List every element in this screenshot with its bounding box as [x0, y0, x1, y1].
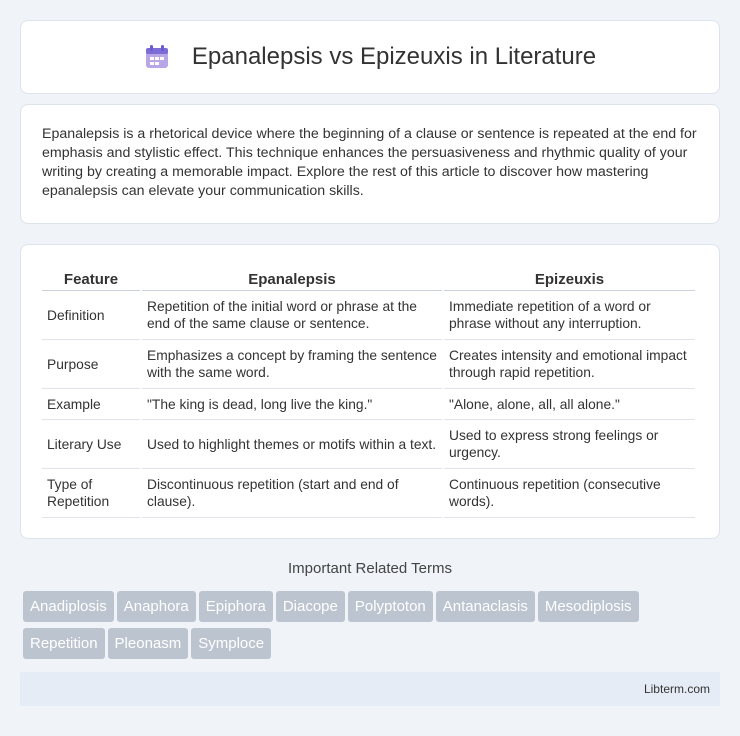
related-terms-title: Important Related Terms — [288, 560, 452, 577]
table-cell: Discontinuous repetition (start and end of clause). — [142, 469, 442, 518]
intro-card — [20, 104, 720, 224]
table-cell: Continuous repetition (consecutive words). — [444, 469, 695, 518]
related-term-tag[interactable]: Polyptoton — [348, 591, 433, 622]
column-header-feature: Feature — [42, 265, 140, 291]
footer — [20, 672, 720, 706]
table-cell: Definition — [42, 291, 140, 340]
related-term-tag[interactable]: Mesodiplosis — [538, 591, 639, 622]
table-cell: "The king is dead, long live the king." — [142, 389, 442, 420]
table-row — [42, 469, 695, 518]
related-term-tag[interactable]: Pleonasm — [108, 628, 189, 659]
table-row — [42, 291, 695, 340]
related-term-tag[interactable]: Diacope — [276, 591, 345, 622]
table-cell: Immediate repetition of a word or phrase without any interruption. — [444, 291, 695, 340]
table-row — [42, 420, 695, 469]
table-cell: Example — [42, 389, 140, 420]
column-header-epizeuxis: Epizeuxis — [444, 265, 695, 291]
calendar-icon — [144, 44, 170, 70]
related-term-tag[interactable]: Anadiplosis — [23, 591, 114, 622]
comparison-table — [40, 265, 697, 518]
table-cell: Used to express strong feelings or urgency. — [444, 420, 695, 469]
related-term-tag[interactable]: Epiphora — [199, 591, 273, 622]
table-cell: Type of Repetition — [42, 469, 140, 518]
related-term-tag[interactable]: Anaphora — [117, 591, 196, 622]
related-term-tag[interactable]: Repetition — [23, 628, 105, 659]
table-cell: "Alone, alone, all, all alone." — [444, 389, 695, 420]
table-cell: Purpose — [42, 340, 140, 389]
title-card — [20, 20, 720, 94]
table-row — [42, 340, 695, 389]
related-term-tag[interactable]: Antanaclasis — [436, 591, 535, 622]
table-cell: Emphasizes a concept by framing the sentence with the same word. — [142, 340, 442, 389]
related-term-tag[interactable]: Symploce — [191, 628, 271, 659]
page-title: Epanalepsis vs Epizeuxis in Literature — [191, 43, 597, 70]
table-row — [42, 389, 695, 420]
intro-text: Epanalepsis is a rhetorical device where the beginning of a clause or sentence is repeated at the end for emphasis and stylistic effect. This technique enhances the persuasiveness and rhythmic quality of your writing by creating a memorable impact. Explore the rest of this article to discover how mastering epanalepsis can elevate your communication skills. — [42, 126, 697, 199]
table-cell: Literary Use — [42, 420, 140, 469]
table-cell: Repetition of the initial word or phrase at the end of the same clause or sentence. — [142, 291, 442, 340]
related-terms-list — [23, 591, 723, 665]
column-header-epanalepsis: Epanalepsis — [142, 265, 442, 291]
table-cell: Creates intensity and emotional impact through rapid repetition. — [444, 340, 695, 389]
table-cell: Used to highlight themes or motifs within a text. — [142, 420, 442, 469]
table-header-row — [42, 265, 695, 291]
comparison-card — [20, 244, 720, 539]
footer-site-link[interactable]: Libterm.com — [643, 682, 710, 696]
